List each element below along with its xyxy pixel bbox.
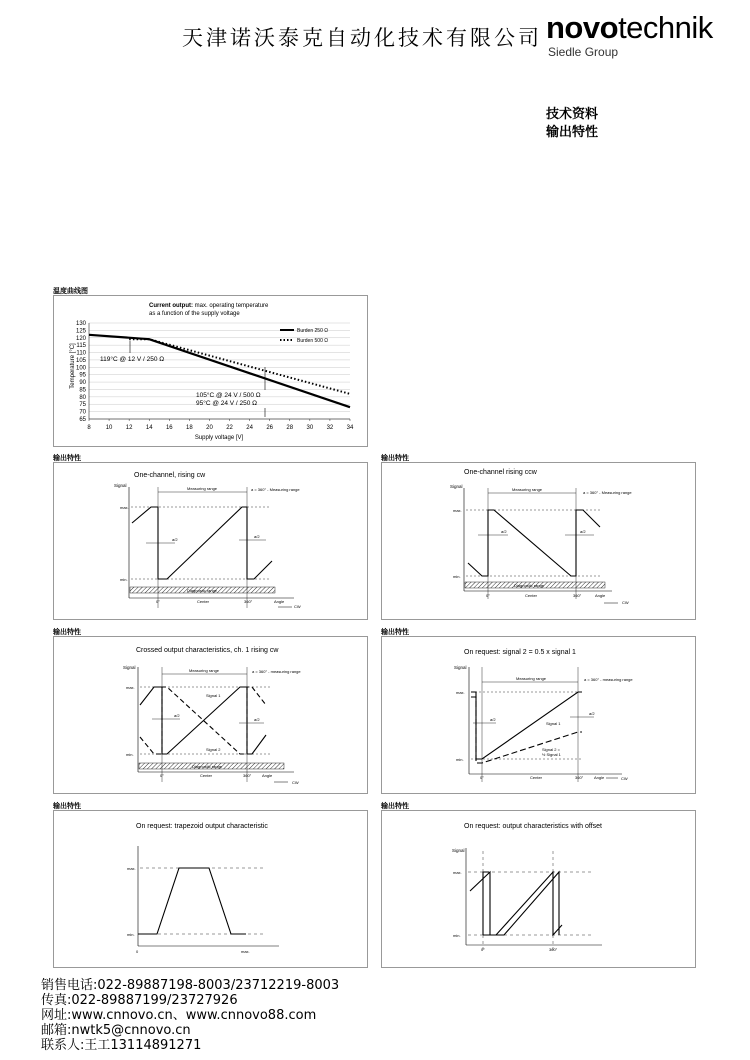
panel1-diagnostic-label: Diagnostic range: [187, 588, 218, 593]
panel5-min: min.: [127, 932, 135, 937]
panel5-max: max.: [127, 866, 136, 871]
fax: 传真:022-89887199/23727926: [41, 993, 238, 1008]
panel4-x360: 360°: [575, 775, 584, 780]
panel3-angle: Angle: [262, 773, 273, 778]
panel2-measuring-range: Measuring range: [512, 487, 543, 492]
panel2-diagnostic-label: Diagnostic range: [514, 583, 545, 588]
panel2-half-a-right-label: a/2: [580, 529, 586, 534]
panel4-title: On request: signal 2 = 0.5 x signal 1: [464, 649, 576, 656]
panel4-a-note: a = 360° - measuring range: [584, 677, 633, 682]
panel1-center: Center: [197, 599, 210, 604]
panel4-signal1-label: Signal 1: [546, 721, 561, 726]
x-tick-label: 18: [186, 425, 193, 431]
logo-bold-text: novo: [546, 10, 619, 45]
panel4-half-a-left-label: a/2: [490, 717, 496, 722]
y-tick-label: 75: [79, 402, 86, 409]
y-tick-label: 125: [75, 328, 86, 335]
y-tick-label: 110: [76, 350, 86, 357]
chart-title-line-2: as a function of the supply voltage: [149, 311, 240, 317]
panel1-half-a-left-label: a/2: [172, 537, 178, 542]
panel4-signal2-line: [471, 697, 582, 763]
panel2-signal-line: [468, 510, 600, 576]
chart-title-line-1: Current output: max. operating temperature: [149, 303, 269, 309]
panel4-center: Center: [530, 775, 543, 780]
panel2-max: max.: [453, 508, 462, 513]
x-tick-label: 32: [326, 425, 334, 431]
panel3-diagnostic-label: Diagnostic range: [192, 764, 223, 769]
panel3-x0: 0°: [160, 773, 164, 778]
panel1-max: max.: [120, 505, 129, 510]
panel3-min: min.: [126, 752, 134, 757]
panel6-signal2-line: [483, 872, 559, 935]
panel2-diagram: [382, 463, 695, 619]
x-axis-label: Supply voltage [V]: [194, 435, 244, 441]
panel2-center: Center: [525, 593, 538, 598]
y-tick-label: 105: [75, 357, 86, 364]
x-tick-label: 22: [226, 425, 233, 431]
novotechnik-logo: [546, 12, 713, 44]
panel4-signal2-label: Signal 2 =: [542, 747, 560, 752]
panel4-label: 输出特性: [381, 628, 409, 636]
panel3-diagram: [54, 637, 367, 793]
panel2-half-a-left-label: a/2: [501, 529, 507, 534]
panel6-signal2-start: [483, 872, 489, 935]
panel1-diagram: [54, 463, 367, 619]
y-tick-label: 95: [79, 372, 86, 379]
panel2-angle: Angle: [595, 593, 606, 598]
panel3-signal1-label: Signal 1: [206, 693, 221, 698]
panel1-min: min.: [120, 577, 128, 582]
panel6-offset: [381, 810, 696, 968]
legend-entry-2: Burden 500 Ω: [297, 338, 328, 344]
panel5-xmax: max.: [241, 949, 250, 954]
panel1-a-note: a = 360° - Measuring range: [251, 487, 300, 492]
panel1-one-channel-cw: [53, 462, 368, 620]
x-tick-label: 28: [286, 425, 294, 431]
panel6-signal-label: Signal: [452, 848, 465, 853]
panel1-title: One-channel, rising cw: [134, 472, 206, 479]
panel6-x0: 0°: [481, 947, 485, 952]
panel3-a-note: a = 360° - measuring range: [252, 669, 301, 674]
x-tick-label: 10: [105, 425, 113, 431]
panel6-signal1-line: [470, 872, 562, 935]
panel3-signal2-label: Signal 2: [206, 747, 221, 752]
panel3-center: Center: [200, 773, 213, 778]
panel1-angle: Angle: [274, 599, 285, 604]
x-tick-label: 26: [266, 425, 274, 431]
panel6-label: 输出特性: [381, 802, 409, 810]
y-tick-label: 70: [79, 409, 86, 416]
panel5-title: On request: trapezoid output characteristic: [136, 823, 268, 830]
panel4-x0: 0°: [480, 775, 484, 780]
panel4-half-a-right-label: a/2: [589, 711, 595, 716]
panel5-diagram: [54, 811, 367, 967]
logo-light-text: technik: [618, 10, 713, 45]
panel4-diagram: [382, 637, 695, 793]
x-tick-label: 34: [346, 425, 354, 431]
panel3-label: 输出特性: [53, 628, 81, 636]
panel2-x0: 0°: [486, 593, 490, 598]
annotation-105: 105°C @ 24 V / 500 Ω: [196, 392, 261, 399]
panel5-label: 输出特性: [53, 802, 81, 810]
x-tick-label: 30: [306, 425, 314, 431]
panel2-a-note: a = 360° - Measuring range: [583, 490, 632, 495]
panel1-x360: 360°: [244, 599, 253, 604]
panel6-title: On request: output characteristics with offset: [464, 823, 602, 830]
panel2-label: 输出特性: [381, 454, 409, 462]
panel6-min: min.: [453, 933, 461, 938]
y-tick-label: 65: [79, 417, 86, 423]
panel6-x360: 360°: [549, 947, 558, 952]
document-title: [546, 106, 598, 142]
panel3-measuring-range: Measuring range: [189, 668, 220, 673]
panel4-max: max.: [456, 690, 465, 695]
y-tick-label: 85: [79, 387, 86, 394]
annotation-119: 119°C @ 12 V / 250 Ω: [100, 356, 165, 363]
panel4-cw: CW: [621, 776, 628, 781]
panel1-measuring-range: Measuring range: [187, 486, 218, 491]
panel2-min: min.: [453, 574, 461, 579]
doc-title-line-2: 输出特性: [546, 125, 599, 140]
panel1-cw: CW: [294, 604, 301, 609]
sales-phone: 销售电话:022-89887198-8003/23712219-8003: [41, 978, 340, 993]
contact-footer: [41, 978, 339, 1053]
x-tick-label: 20: [206, 425, 213, 431]
panel5-signal-line: [138, 868, 246, 934]
panel3-half-a-left-label: a/2: [174, 713, 180, 718]
panel5-trapezoid: [53, 810, 368, 968]
panel4-measuring-range: Measuring range: [516, 676, 547, 681]
x-tick-label: 12: [125, 425, 133, 431]
temperature-chart: [54, 296, 367, 446]
panel6-max: max.: [453, 870, 462, 875]
email[interactable]: 邮箱:nwtk5@cnnovo.cn: [41, 1023, 191, 1038]
panel6-diagram: [382, 811, 695, 967]
panel3-half-a-right-label: a/2: [254, 717, 260, 722]
panel1-signal-label: Signal: [114, 483, 127, 488]
panel1-label: 输出特性: [53, 454, 81, 462]
panel4-signal-label: Signal: [454, 665, 467, 670]
x-tick-label: 24: [246, 425, 253, 431]
x-tick-label: 16: [165, 425, 173, 431]
y-tick-label: 90: [79, 380, 86, 387]
website[interactable]: 网址:www.cnnovo.cn、www.cnnovo88.com: [41, 1008, 317, 1023]
panel2-title: One-channel rising ccw: [464, 469, 537, 476]
panel4-signal1-line: [471, 692, 582, 759]
panel2-one-channel-ccw: [381, 462, 696, 620]
x-tick-label: 14: [145, 425, 153, 431]
series-line-2: [129, 339, 350, 394]
panel4-half-signal: [381, 636, 696, 794]
temperature-chart-panel: [53, 295, 368, 447]
panel3-title: Crossed output characteristics, ch. 1 rising cw: [136, 647, 279, 654]
logo-subtitle: Siedle Group: [548, 45, 619, 59]
panel2-cw: CW: [622, 600, 629, 605]
y-tick-label: 100: [75, 365, 86, 372]
panel3-signal-label: Signal: [123, 665, 136, 670]
panel1-half-a-right-label: a/2: [254, 534, 260, 539]
y-tick-label: 115: [76, 343, 86, 350]
panel1-x0: 0°: [156, 599, 160, 604]
contact-person: 联系人:王工13114891271: [41, 1038, 202, 1053]
panel2-x360: 360°: [573, 593, 582, 598]
panel3-x360: 360°: [243, 773, 252, 778]
doc-title-line-1: 技术资料: [546, 107, 599, 122]
annotation-95: 95°C @ 24 V / 250 Ω: [196, 400, 258, 407]
panel3-cw: CW: [292, 780, 299, 785]
y-tick-label: 120: [75, 335, 86, 342]
panel4-signal2b-label: ½ Signal 1: [542, 752, 561, 757]
panel3-crossed-output: [53, 636, 368, 794]
panel5-x0: 0: [136, 949, 139, 954]
y-tick-label: 80: [79, 394, 86, 401]
company-name: 天津诺沃泰克自动化技术有限公司: [182, 26, 542, 50]
temp-section-label: 温度曲线图: [53, 287, 88, 295]
y-axis-label: Temperature [°C]: [70, 343, 76, 389]
panel4-min: min.: [456, 757, 464, 762]
legend-entry-1: Burden 250 Ω: [297, 328, 328, 334]
panel4-angle: Angle: [594, 775, 605, 780]
panel3-max: max.: [126, 685, 135, 690]
panel2-signal-label: Signal: [450, 484, 463, 489]
x-tick-label: 8: [87, 425, 91, 431]
y-tick-label: 130: [75, 321, 86, 327]
